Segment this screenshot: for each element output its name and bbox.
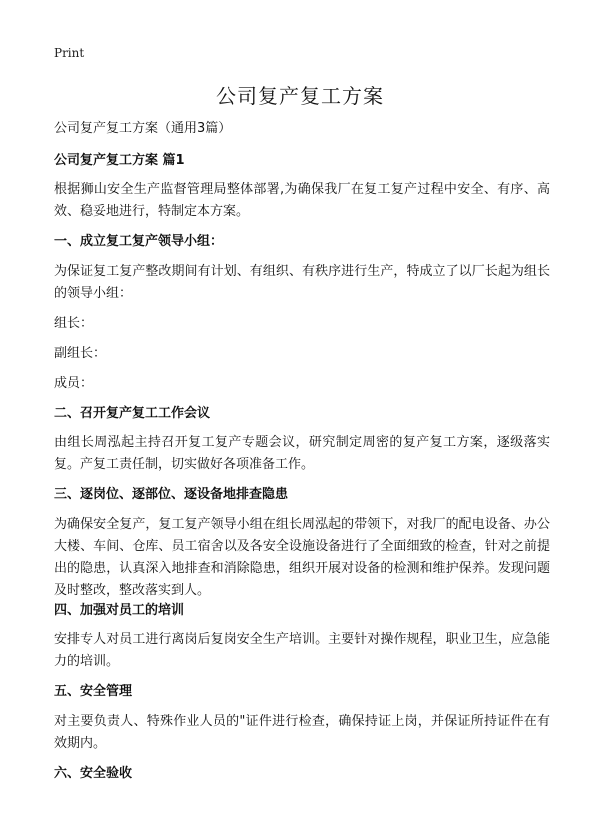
heading-hazard-inspection: 三、逐岗位、逐部位、逐设备地排查隐患: [54, 487, 289, 502]
heading-staff-training: 四、加强对员工的培训: [54, 603, 185, 618]
role-members-label: 成员：: [54, 376, 94, 391]
heading-safety-management: 五、安全管理: [54, 684, 133, 699]
paragraph-safety-management: 对主要负责人、特殊作业人员的"证件进行检查，确保持证上岗，并保证所持证件在有效期内。: [54, 714, 550, 751]
heading-work-meeting: 二、召开复产复工工作会议: [54, 406, 211, 421]
paragraph-work-meeting: 由组长周泓起主持召开复工复产专题会议，研究制定周密的复产复工方案，逐级落实复。产复工责任制，切实做好各项准备工作。: [54, 435, 550, 472]
role-deputy-label: 副组长：: [54, 346, 107, 361]
intro-paragraph: 根据狮山安全生产监督管理局整体部署,为确保我厂在复工复产过程中安全、有序、高效、稳妥地进行，特制定本方案。: [54, 182, 550, 219]
heading-leadership-group: 一、成立复工复产领导小组：: [54, 234, 224, 249]
print-label: Print: [54, 46, 85, 60]
heading-safety-acceptance: 六、安全验收: [54, 766, 133, 781]
role-leader-label: 组长：: [54, 316, 94, 331]
section-title: 公司复产复工方案 篇1: [54, 153, 185, 168]
paragraph-staff-training: 安排专人对员工进行离岗后复岗安全生产培训。主要针对操作规程，职业卫生，应急能力的培训。: [54, 632, 550, 669]
page-title: 公司复产复工方案: [216, 84, 384, 108]
paragraph-hazard-inspection: 为确保安全复产，复工复产领导小组在组长周泓起的带领下，对我厂的配电设备、办公大楼、车间、仓库、员工宿舍以及各安全设施设备进行了全面细致的检查，针对之前提出的隐患，认真深入地排查和消除隐患，组织开展对设备的检测和维护保养。发现问题及时整改，整改落实到人。: [54, 517, 550, 598]
document-subtitle: 公司复产复工方案（通用3篇）: [54, 121, 232, 136]
paragraph-leadership-group: 为保证复工复产整改期间有计划、有组织、有秩序进行生产，特成立了以厂长起为组长的领导小组：: [54, 264, 550, 301]
